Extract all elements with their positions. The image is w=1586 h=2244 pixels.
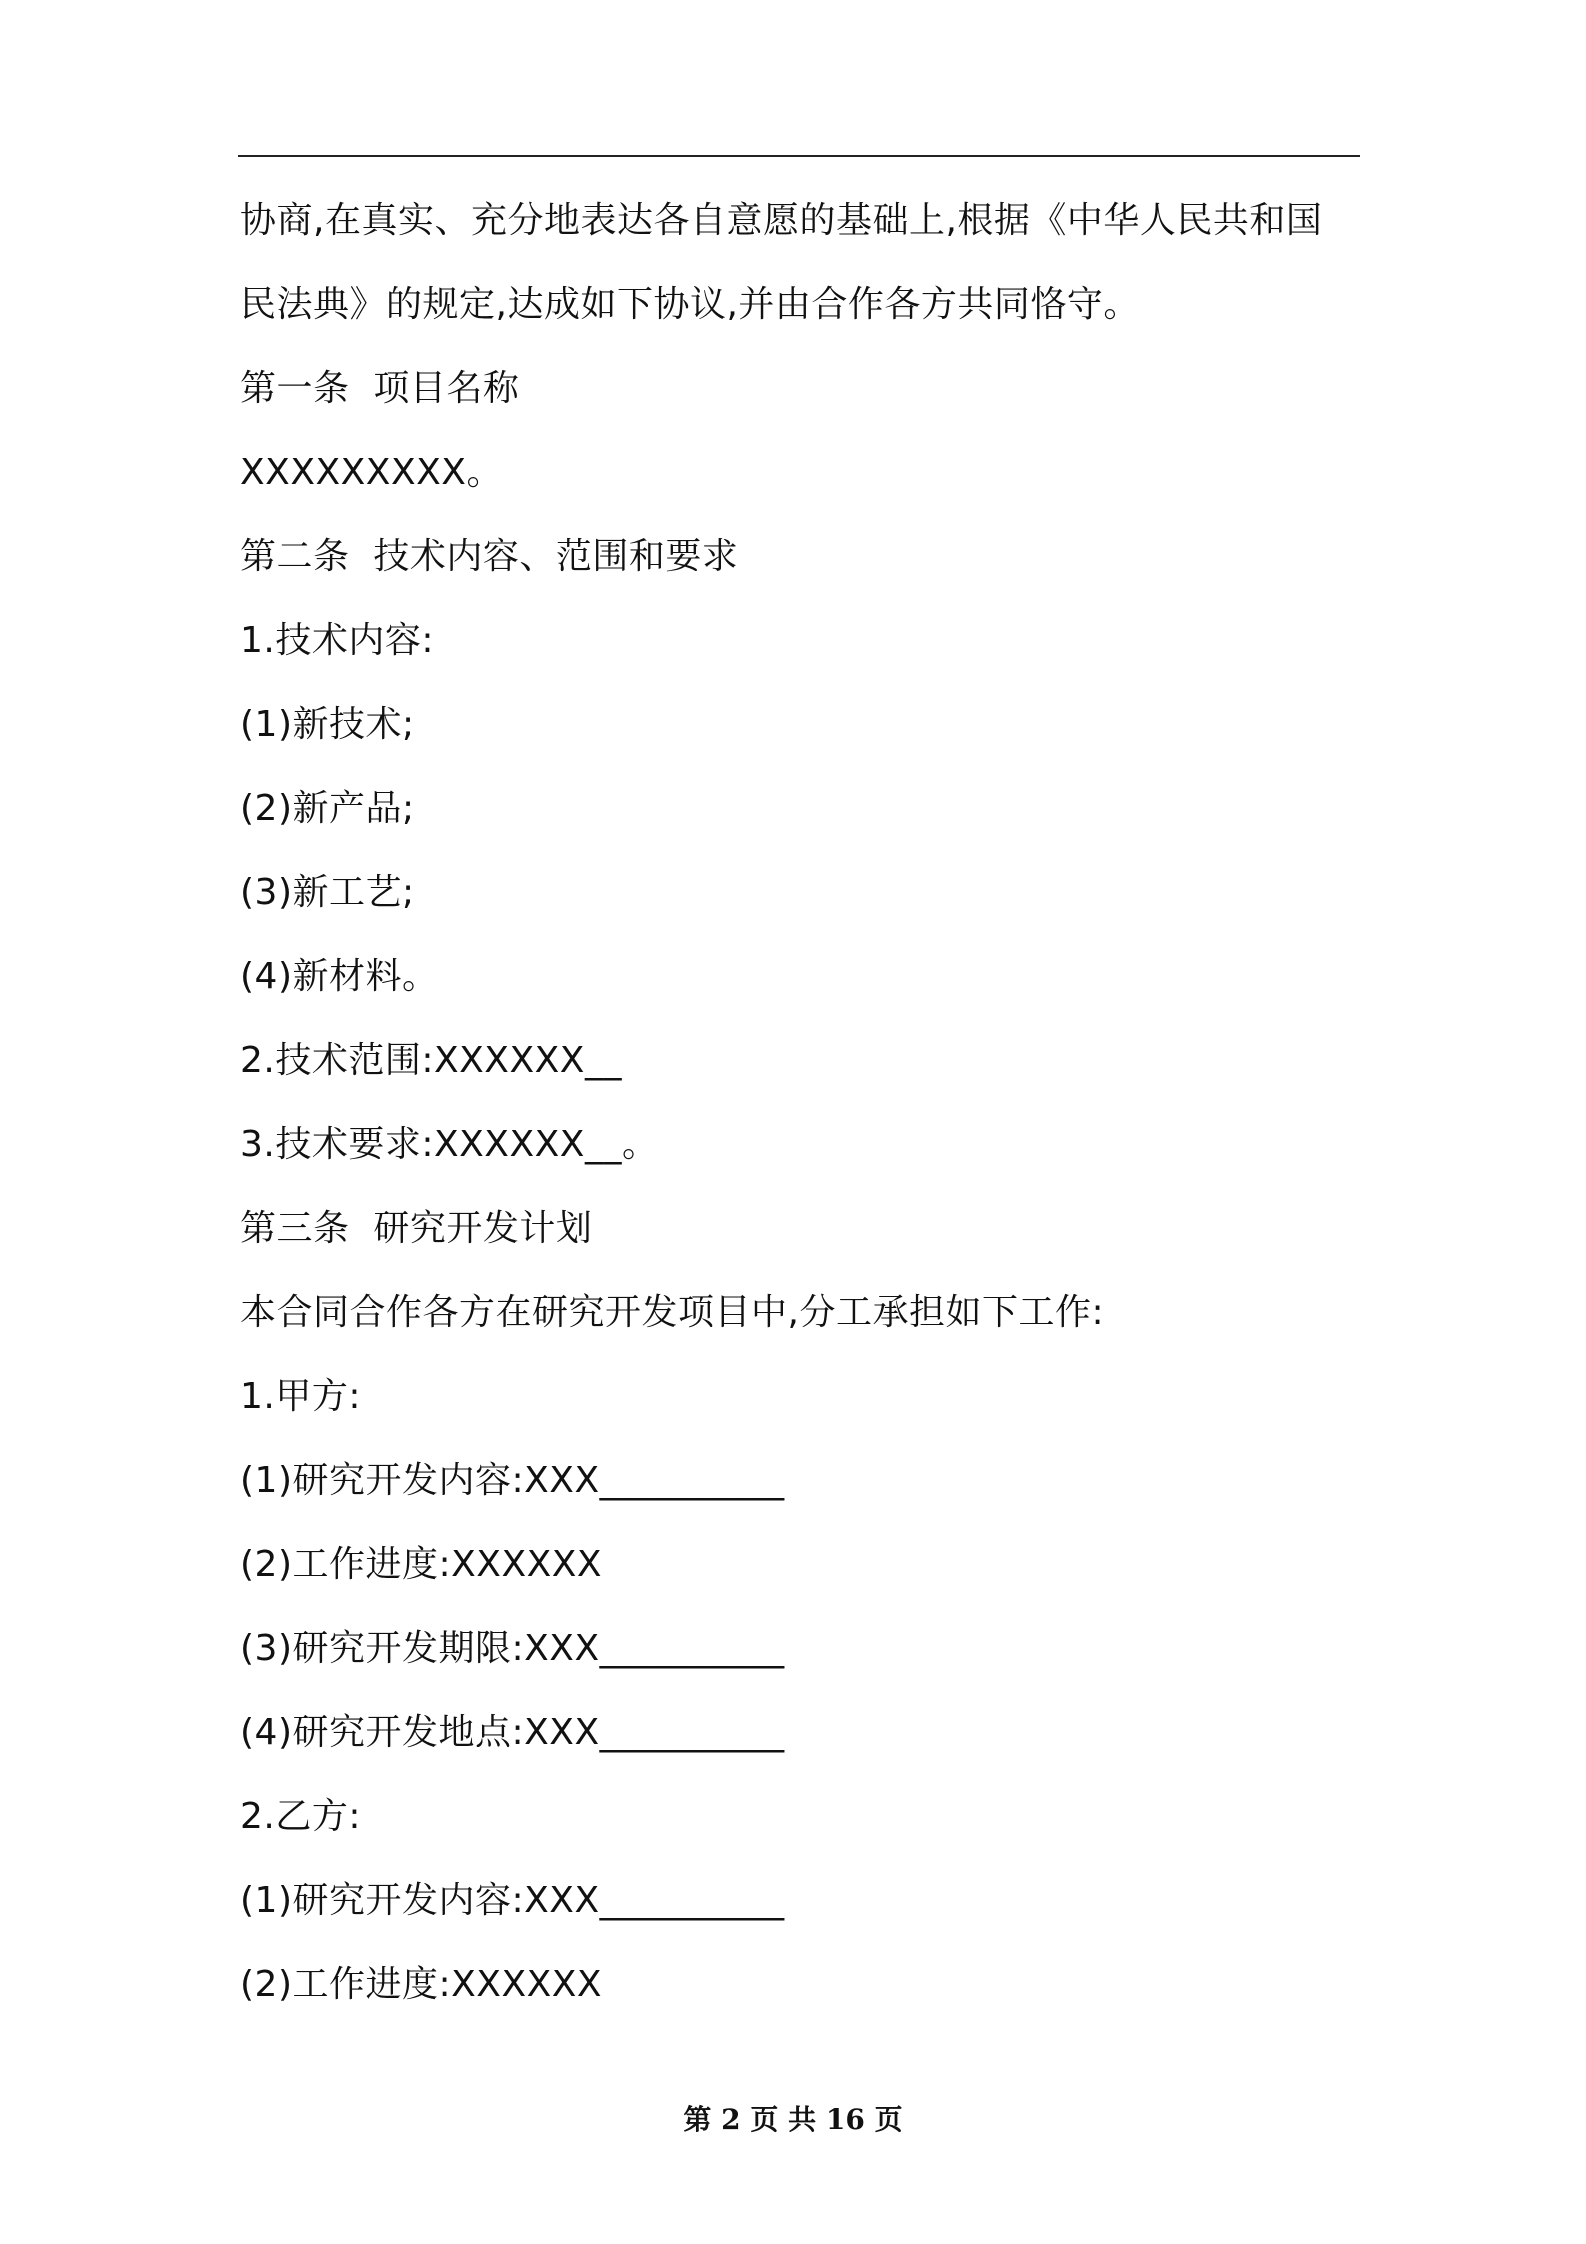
list-item: 1.甲方: [240,1376,361,1417]
list-item: (1)新技术; [240,704,415,745]
list-item: (4)新材料。 [240,956,439,997]
page-number: 第 2 页 共 16 页 [683,2103,903,2136]
paragraph-line: 协商,在真实、充分地表达各自意愿的基础上,根据《中华人民共和国 [240,200,1323,241]
list-item: 3.技术要求:XXXXXX__。 [240,1124,659,1165]
header-rule [238,155,1360,157]
paragraph-line: 民法典》的规定,达成如下协议,并由合作各方共同恪守。 [240,284,1140,325]
list-item: (3)新工艺; [240,872,415,913]
article-heading: 第一条 项目名称 [240,368,520,409]
paragraph-line: 本合同合作各方在研究开发项目中,分工承担如下工作: [240,1292,1105,1333]
list-item: (2)工作进度:XXXXXX [240,1964,603,2005]
article-heading: 第三条 研究开发计划 [240,1208,593,1249]
list-item: (3)研究开发期限:XXX__________ [240,1628,785,1669]
document-body [240,196,1360,2044]
list-item: (1)研究开发内容:XXX__________ [240,1460,785,1501]
list-item: 2.技术范围:XXXXXX__ [240,1040,622,1081]
list-item: (2)工作进度:XXXXXX [240,1544,603,1585]
list-item: 2.乙方: [240,1796,361,1837]
list-item: (4)研究开发地点:XXX__________ [240,1712,785,1753]
list-item: (1)研究开发内容:XXX__________ [240,1880,785,1921]
list-item: (2)新产品; [240,788,415,829]
paragraph-line: XXXXXXXXX。 [240,452,503,493]
list-item: 1.技术内容: [240,620,434,661]
article-heading: 第二条 技术内容、范围和要求 [240,536,739,577]
